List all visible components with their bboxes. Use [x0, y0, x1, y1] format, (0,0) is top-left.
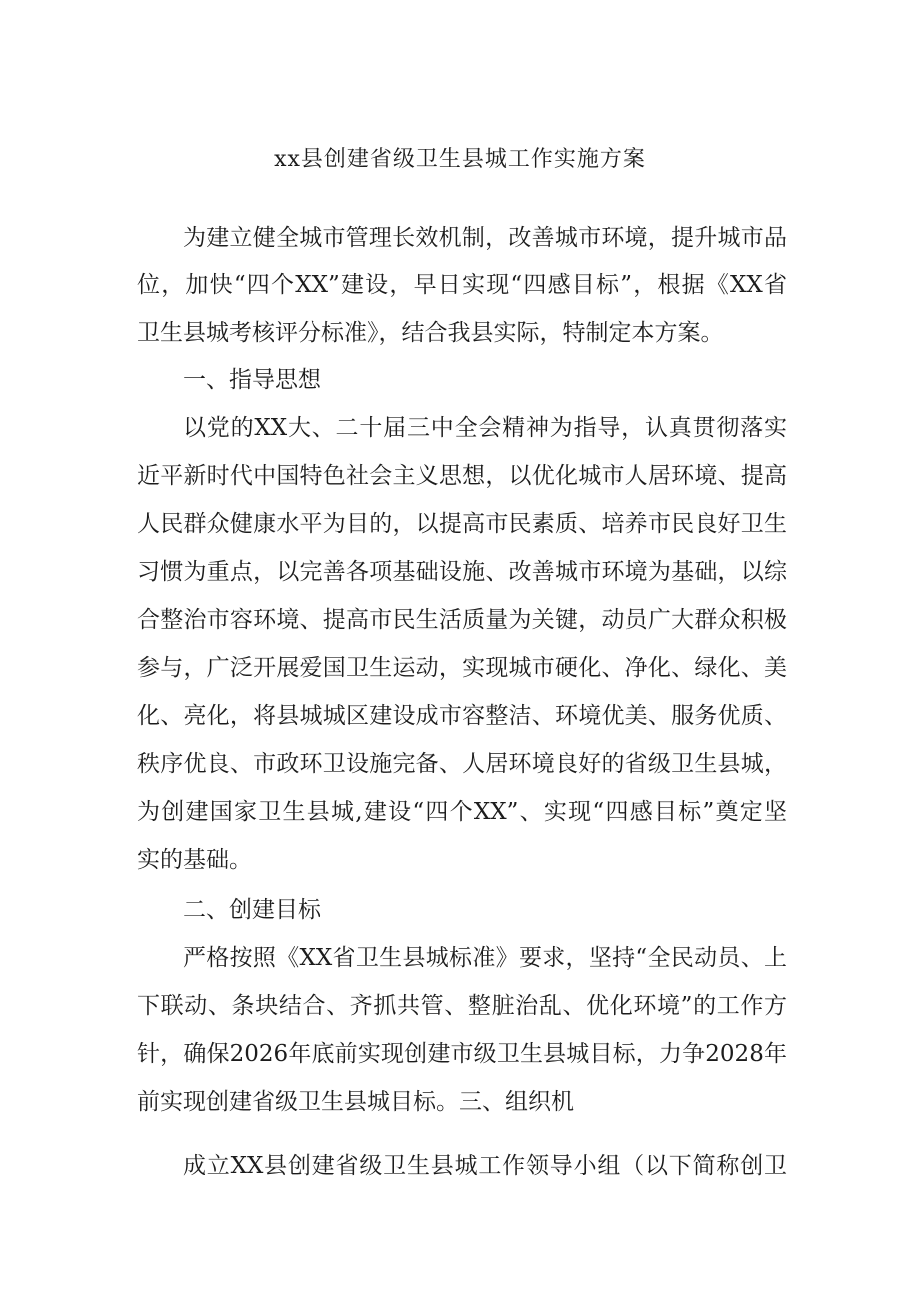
paragraph-line: 成立XX县创建省级卫生县城工作领导小组（以下简称创卫 [183, 1153, 787, 1179]
paragraph-line: 合整治市容环境、提高市民生活质量为关键，动员广大群众积极 [137, 607, 787, 633]
section-heading: 二、创建目标 [183, 897, 321, 923]
paragraph-line: 卫生县城考核评分标准》，结合我县实际，特制定本方案。 [137, 320, 724, 346]
paragraph-line: 近平新时代中国特色社会主义思想，以优化城市人居环境、提高 [137, 463, 787, 489]
paragraph-line: 前实现创建省级卫生县城目标。三、组织机 [137, 1089, 574, 1115]
paragraph-line: 实的基础。 [137, 847, 252, 873]
paragraph-line: 针，确保2026年底前实现创建市级卫生县城目标，力争2028年 [137, 1041, 787, 1067]
paragraph-line: 习惯为重点，以完善各项基础设施、改善城市环境为基础，以综 [137, 559, 787, 585]
paragraph-line: 以党的XX大、二十届三中全会精神为指导，认真贯彻落实 [183, 415, 787, 441]
paragraph-line: 为创建国家卫生县城,建设“四个XX”、实现“四感目标”奠定坚 [137, 799, 787, 825]
paragraph-line: 位，加快“四个XX”建设，早日实现“四感目标”，根据《XX省 [137, 272, 787, 298]
paragraph-line: 人民群众健康水平为目的，以提高市民素质、培养市民良好卫生 [137, 511, 787, 537]
paragraph-line: 参与，广泛开展爱国卫生运动，实现城市硬化、净化、绿化、美 [137, 655, 787, 681]
paragraph-line: 秩序优良、市政环卫设施完备、人居环境良好的省级卫生县城， [137, 751, 787, 777]
paragraph-line: 严格按照《XX省卫生县城标准》要求，坚持“全民动员、上 [183, 945, 787, 971]
paragraph-line: 下联动、条块结合、齐抓共管、整脏治乱、优化环境”的工作方 [137, 993, 787, 1019]
paragraph-line: 为建立健全城市管理长效机制，改善城市环境，提升城市品 [183, 225, 787, 251]
paragraph-line: 化、亮化，将县城城区建设成市容整洁、环境优美、服务优质、 [137, 703, 787, 729]
section-heading: 一、指导思想 [183, 367, 321, 393]
document-title: xx县创建省级卫生县城工作实施方案 [274, 147, 646, 172]
